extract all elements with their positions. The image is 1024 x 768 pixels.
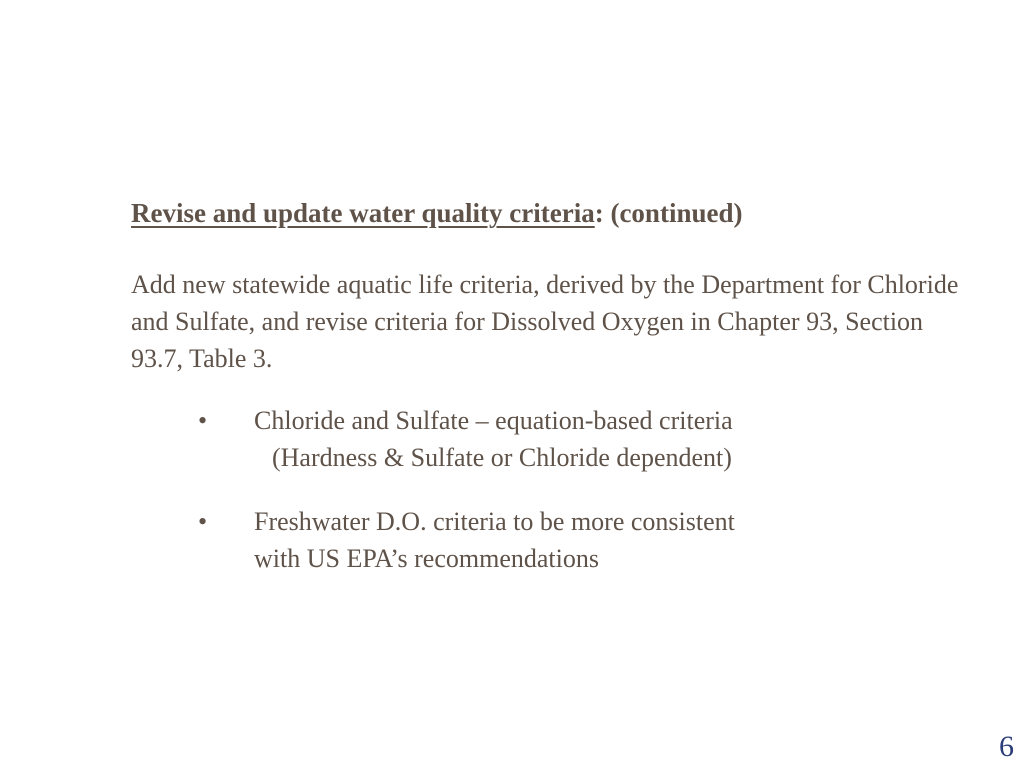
bullet-line-2: (Hardness & Sulfate or Chloride dependent) bbox=[272, 443, 732, 472]
bullet-line-1: Freshwater D.O. criteria to be more consistent bbox=[254, 507, 735, 536]
bullet-line-2: with US EPA’s recommendations bbox=[254, 544, 599, 573]
bullet-marker: • bbox=[198, 507, 208, 536]
heading-continued-text: : (continued) bbox=[594, 198, 743, 228]
slide-heading bbox=[131, 193, 742, 233]
bullet-item-freshwater-do bbox=[198, 503, 958, 577]
heading-underlined-text: Revise and update water quality criteria bbox=[131, 198, 595, 228]
bullet-line-1: Chloride and Sulfate – equation-based criteria bbox=[254, 406, 733, 435]
page-number: 6 bbox=[999, 730, 1014, 763]
bullet-marker: • bbox=[198, 406, 208, 435]
slide-paragraph: Add new statewide aquatic life criteria, derived by the Department for Chloride and Sulfate, and revise criteria for Dissolved Oxygen in Chapter 93, Section 93.7, Table 3. bbox=[131, 270, 959, 373]
bullet-list bbox=[198, 402, 958, 604]
bullet-item-chloride-sulfate bbox=[198, 402, 958, 476]
